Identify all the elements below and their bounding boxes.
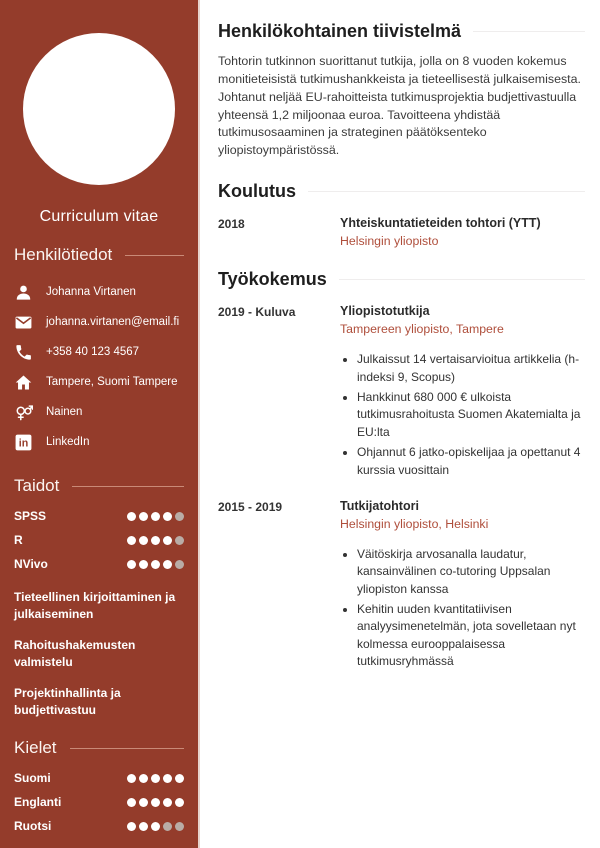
summary-text: Tohtorin tutkinnon suorittanut tutkija, jolla on 8 vuoden kokemus monitieteisistä tutkimushankkeista ja tieteellisestä julkaisemisesta. Johtanut neljää EU-rahoitteista tutkimusprojektia budjettivastuulla yhteensä 1,2 miljoonaa euroa. Tavoitteena yhdistää tutkimusosaaminen ja strateginen päätöksenteko yliopistoympäristössä. [218,54,581,158]
rating-dot [175,536,184,545]
rating-dot [163,822,172,831]
skill-row [14,528,184,552]
language-rating [127,822,184,831]
heading-rule [308,191,585,192]
personal-info-heading-label: Henkilötiedot [14,245,113,264]
main-content [200,0,600,691]
skill-rating [127,512,184,521]
bullet-item: • Julkaissut 14 vertaisarvioitua artikkelia (h-indeksi 9, Scopus) [357,351,585,386]
gender-icon [14,403,33,422]
language-row [14,814,184,838]
skill-name: R [14,533,23,547]
profile-photo-placeholder [23,33,175,185]
entry-organization: Helsingin yliopisto [340,234,439,249]
rating-dot [175,822,184,831]
rating-dot [175,560,184,569]
contact-list [14,277,184,457]
rating-dot [127,774,136,783]
experience-section [218,269,585,673]
cv-title: Curriculum vitae [39,208,159,225]
rating-dot [127,536,136,545]
contact-item [14,277,184,307]
experience-entry [218,304,585,482]
rating-dot [127,512,136,521]
skills-section [0,476,198,719]
bullet-item: • Hankkinut 680 000 € ulkoista tutkimusrahoitusta Suomen Akatemialta ja EU:lta [357,389,585,441]
skill-tag: Rahoitushakemusten valmistelu [14,637,136,670]
experience-heading [218,269,585,290]
rating-dot [151,822,160,831]
language-name: Suomi [14,771,51,786]
rating-dot [139,536,148,545]
rating-dot [139,560,148,569]
skill-row [14,552,184,576]
sidebar [0,0,200,848]
entry-organization: Helsingin yliopisto, Helsinki [340,516,489,531]
skill-name: NVivo [14,557,48,571]
entry-bullet-list [340,351,585,479]
personal-info-section [0,245,198,457]
experience-entries [218,304,585,673]
rating-dot [151,774,160,783]
language-row [14,790,184,814]
contact-item [14,427,184,457]
contact-value: johanna.virtanen@email.fi [46,316,180,328]
heading-divider [72,486,184,487]
education-heading [218,181,585,202]
education-entries [218,216,585,248]
linkedin-icon [14,433,33,452]
entry-title: Yliopistotutkija [340,304,430,319]
contact-value: Tampere, Suomi Tampere [46,376,178,388]
rating-dot [175,774,184,783]
entry-title: Yhteiskuntatieteiden tohtori (YTT) [340,216,541,231]
languages-section [0,738,198,838]
skill-rating [127,536,184,545]
language-name: Ruotsi [14,819,52,834]
contact-item [14,397,184,427]
education-entry [218,216,585,248]
languages-heading [14,738,184,758]
rating-dot [163,536,172,545]
rated-skills-list [14,504,184,576]
heading-divider [70,748,184,749]
rating-dot [175,512,184,521]
rating-dot [139,512,148,521]
skill-tag: Projektinhallinta ja budjettivastuu [14,685,121,717]
contact-item [14,307,184,337]
rating-dot [139,774,148,783]
languages-heading-label: Kielet [14,738,57,758]
rating-dot [163,774,172,783]
entry-period: 2015 - 2019 [218,499,283,514]
rating-dot [139,798,148,807]
contact-value: +358 40 123 4567 [46,346,140,358]
phone-icon [14,343,33,362]
languages-list [14,766,184,838]
entry-organization: Tampereen yliopisto, Tampere [340,322,504,337]
rating-dot [175,798,184,807]
entry-period: 2019 - Kuluva [218,305,296,320]
education-section [218,181,585,248]
skill-rating [127,560,184,569]
experience-entry [218,499,585,674]
rating-dot [163,560,172,569]
home-icon [14,373,33,392]
language-rating [127,798,184,807]
bullet-item: • Ohjannut 6 jatko-opiskelijaa ja opettanut 4 kurssia vuosittain [357,444,585,479]
experience-heading-label: Työkokemus [218,269,327,290]
rating-dot [151,512,160,521]
skills-heading [14,476,184,496]
skill-tag-list [14,589,184,719]
rating-dot [127,822,136,831]
entry-bullet-list [340,546,585,671]
bullet-item: • Väitöskirja arvosanalla laudatur, kansainvälinen co-tutoring Uppsalan yliopiston kanssa [357,546,585,598]
language-rating [127,774,184,783]
svg-text:in: in [18,437,29,450]
email-icon [14,313,33,332]
summary-heading [218,21,585,42]
skill-name: SPSS [14,509,47,523]
heading-divider [125,255,184,256]
entry-title: Tutkijatohtori [340,498,419,513]
entry-period: 2018 [218,217,245,232]
heading-rule [339,279,585,280]
rating-dot [163,512,172,521]
summary-section [218,21,585,160]
skills-heading-label: Taidot [14,476,60,495]
skill-row [14,504,184,528]
contact-value: Johanna Virtanen [46,286,136,298]
summary-heading-label: Henkilökohtainen tiivistelmä [218,21,462,41]
rating-dot [151,560,160,569]
rating-dot [163,798,172,807]
rating-dot [151,798,160,807]
language-name: Englanti [14,795,62,810]
rating-dot [127,798,136,807]
rating-dot [127,560,136,569]
rating-dot [151,536,160,545]
language-row [14,766,184,790]
rating-dot [139,822,148,831]
bullet-item: • Kehitin uuden kvantitatiivisen analyysimenetelmän, jota sovelletaan nyt kolmessa eurooppalaisessa tutkimusryhmässä [357,601,585,671]
contact-item [14,337,184,367]
heading-rule [473,31,585,32]
education-heading-label: Koulutus [218,181,296,202]
contact-value: LinkedIn [46,436,90,448]
personal-info-heading [14,245,184,265]
contact-item [14,367,184,397]
contact-value: Nainen [46,406,83,418]
skill-tag: Tieteellinen kirjoittaminen ja julkaiseminen [14,590,176,622]
person-icon [14,283,33,302]
